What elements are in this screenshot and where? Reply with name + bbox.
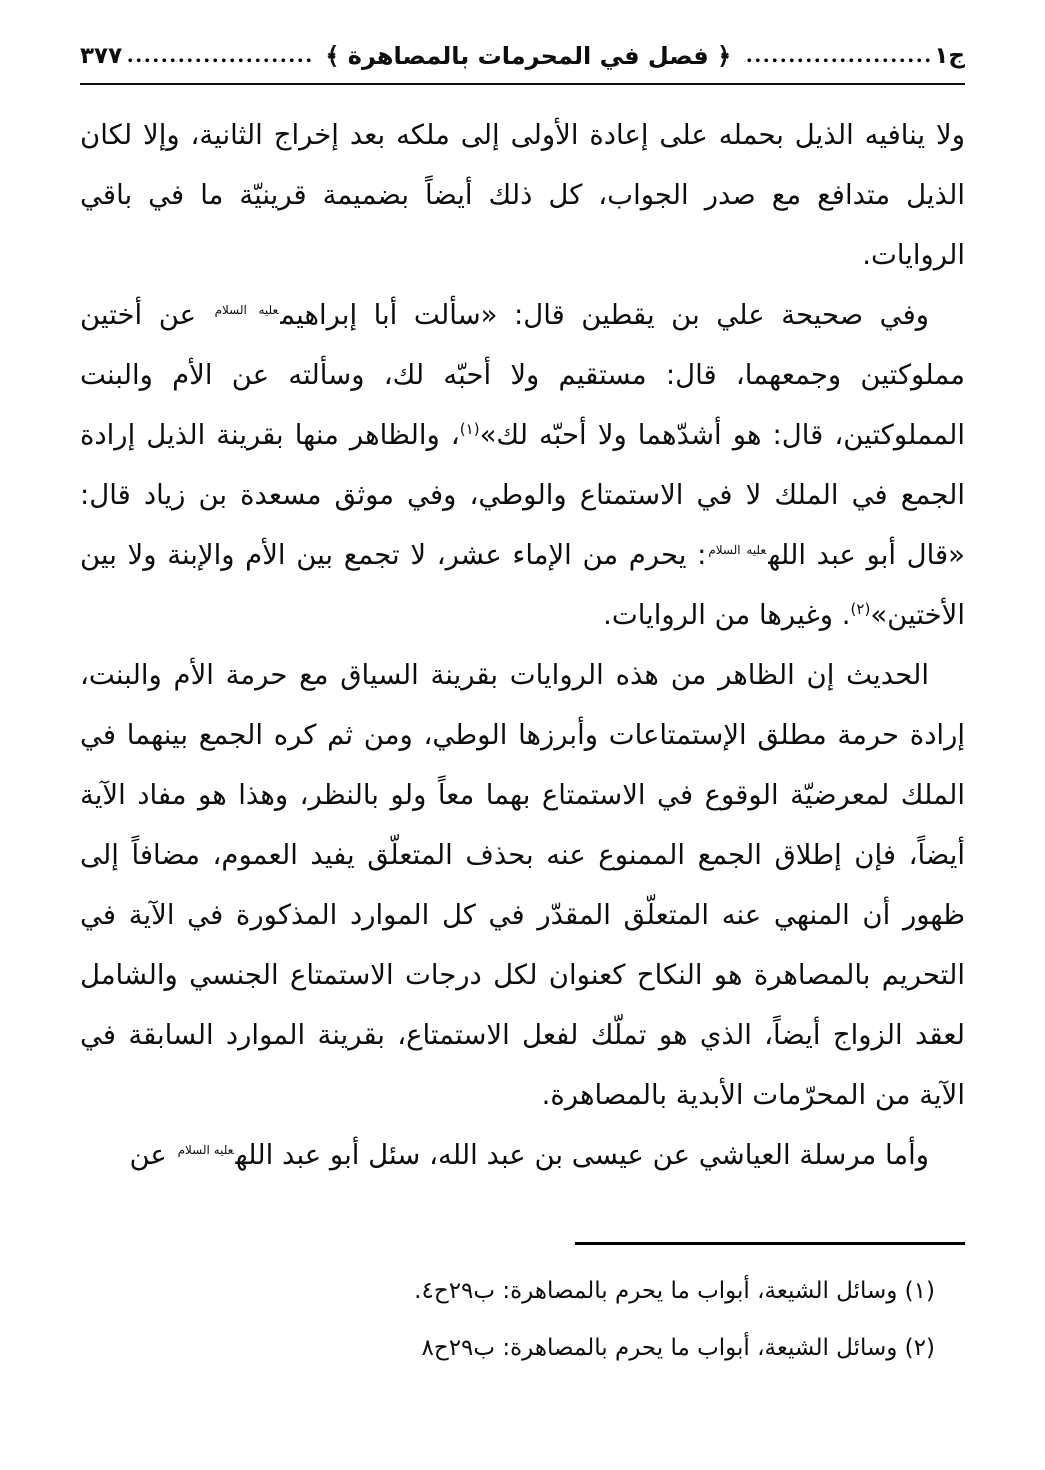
- chapter-title: ﴿ فصل في المحرمات بالمصاهرة ﴾: [325, 42, 732, 70]
- paragraph: [80, 645, 965, 1125]
- footnote-marker: (١): [459, 419, 480, 438]
- honorific-symbol: عليه السلام: [708, 542, 767, 557]
- dotted-leader-right: [745, 47, 930, 65]
- text-run: : يحرم من الإماء عشر، لا تجمع بين الأم والإبنة ولا بين الأختين»: [80, 539, 965, 631]
- text-run: وفي صحيحة علي بن يقطين قال: «سألت أبا إبراهيم: [280, 299, 929, 331]
- footnote-marker: (٢): [850, 599, 871, 618]
- text-run: الحديث إن الظاهر من هذه الروايات بقرينة السياق مع حرمة الأم والبنت، إرادة حرمة مطلق الإستمتاعات وأبرزها الوطي، ومن ثم كره الجمع بينهما في الملك لمعرضيّة الوقوع في الاستمتاع بهما معاً ولو بالنظر، وهذا هو مفاد الآية أيضاً، فإن إطلاق الجمع الممنوع عنه بحذف المتعلّق يفيد العموم، مضافاً إلى ظهور أن المنهي عنه المتعلّق المقدّر في كل الموارد المذكورة في الآية في التحريم بالمصاهرة هو النكاح كعنوان لكل درجات الاستمتاع الجنسي والشامل لعقد الزواج أيضاً، الذي هو تملّك لفعل الاستمتاع، بقرينة الموارد السابقة في الآية من المحرّمات الأبدية بالمصاهرة.: [80, 659, 965, 1111]
- text-run: . وغيرها من الروايات.: [603, 599, 851, 631]
- dotted-leader-left: [126, 47, 311, 65]
- text-run: عن أختين مملوكتين وجمعهما، قال: مستقيم ولا أحبّه لك، وسألته عن الأم والبنت المملوكتين، قال: هو أشدّهما ولا أحبّه لك»: [80, 299, 965, 451]
- honorific-symbol: عليه السلام: [214, 302, 279, 317]
- footnote: (٢) وسائل الشيعة، أبواب ما يحرم بالمصاهرة: ب٢٩ح٨: [421, 1335, 935, 1361]
- paragraph: [80, 285, 965, 645]
- paragraph: [80, 105, 965, 285]
- footnotes-section: [80, 1242, 965, 1377]
- footnotes-list: [80, 1263, 965, 1377]
- text-run: ، والظاهر منها بقرينة الذيل إرادة الجمع في الملك لا في الاستمتاع والوطي، وفي موثق مسعدة بن زياد قال: «قال أبو عبد الله: [80, 419, 966, 571]
- page-header: [80, 38, 965, 74]
- page-number: ٣٧٧: [80, 43, 123, 69]
- text-run: عن: [129, 1139, 176, 1171]
- volume-label: ج١: [934, 43, 965, 69]
- footnote: (١) وسائل الشيعة، أبواب ما يحرم بالمصاهرة: ب٢٩ح٤.: [414, 1278, 935, 1304]
- text-run: ولا ينافيه الذيل بحمله على إعادة الأولى إلى ملكه بعد إخراج الثانية، وإلا لكان الذيل متدافع مع صدر الجواب، كل ذلك أيضاً بضميمة قرينيّة ما في باقي الروايات.: [80, 119, 965, 271]
- text-run: وأما مرسلة العياشي عن عيسى بن عبد الله، سئل أبو عبد الله: [235, 1139, 929, 1171]
- footnote-separator: [575, 1242, 965, 1245]
- header-rule: [80, 83, 965, 85]
- honorific-symbol: عليه السلام: [177, 1142, 234, 1157]
- paragraph: [80, 1125, 965, 1185]
- body-paragraphs: [80, 105, 965, 1185]
